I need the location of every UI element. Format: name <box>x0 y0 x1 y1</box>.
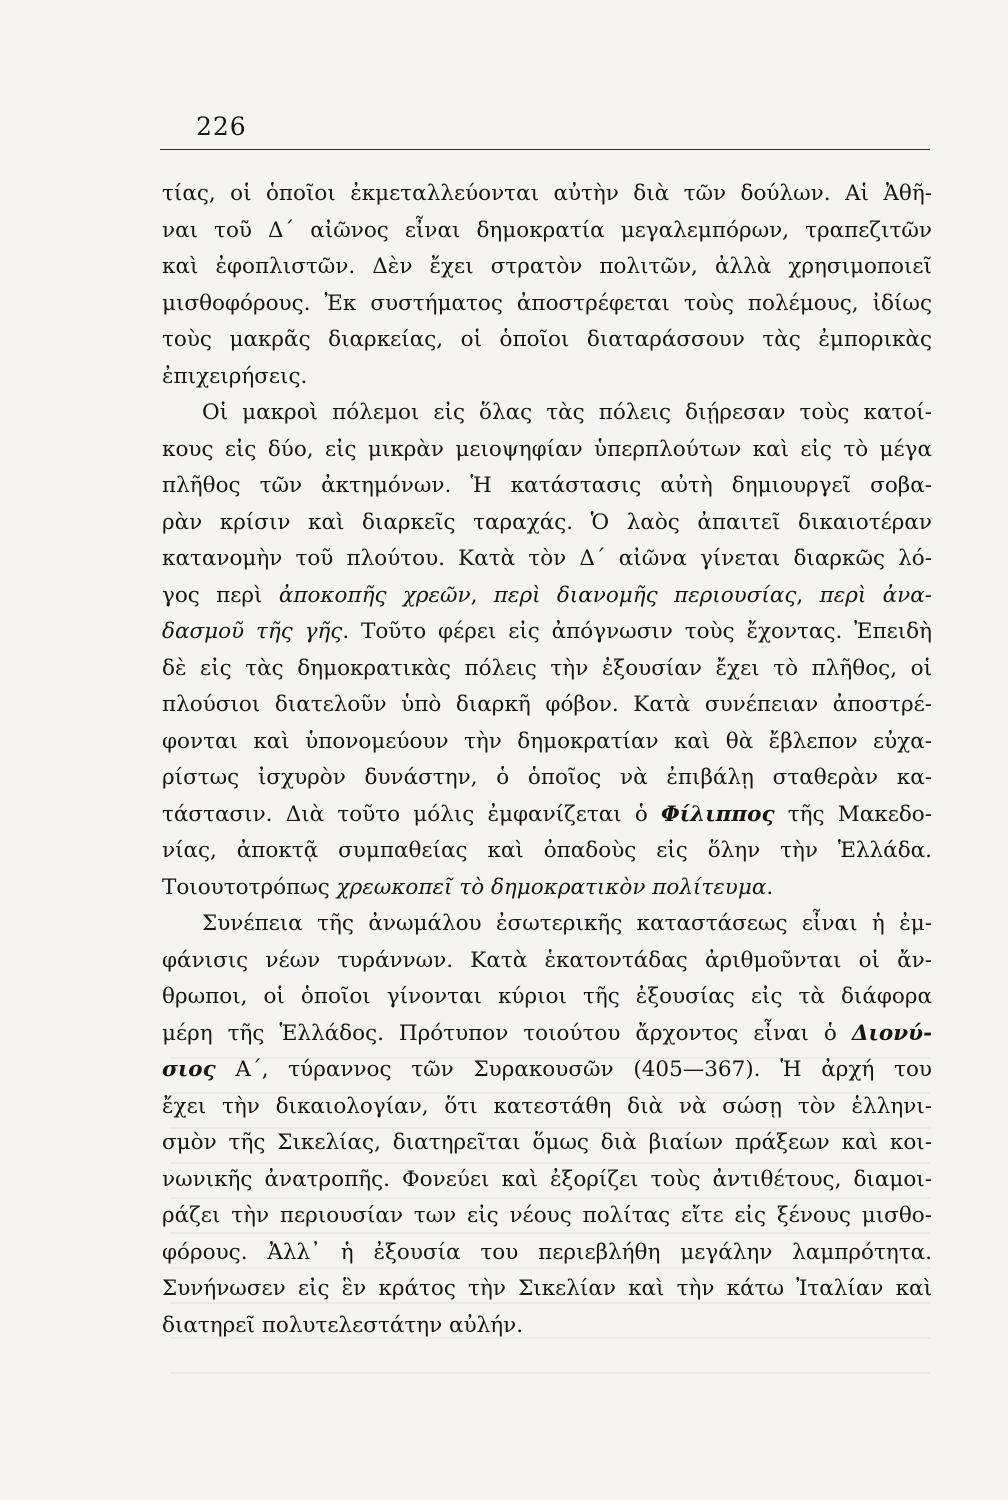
text-line <box>162 614 932 651</box>
text-line: σμὸν τῆς Σικελίας, διατηρεῖται ὅμως διὰ βιαίων πράξεων καὶ κοι- <box>162 1130 932 1155</box>
text-line: μισθοφόρους. Ἐκ συστήματος ἀποστρέφεται τοὺς πολέμους, ἰδίως <box>162 290 932 316</box>
text-line: θρωποι, οἱ ὁποῖοι γίνονται κύριοι τῆς ἐξουσίας εἰς τὰ διάφορα <box>162 984 932 1009</box>
bold-name: σιος <box>162 1057 216 1082</box>
text-line: ἐπιχειρήσεις. <box>162 363 308 389</box>
text-line <box>162 1052 932 1089</box>
text-line: κατανομὴν τοῦ πλούτου. Κατὰ τὸν Δ´ αἰῶνα γίνεται διαρκῶς λό- <box>162 546 932 571</box>
italic-phrase: χρεωκοπεῖ τὸ δημοκρατικὸν πολίτευμα <box>336 874 767 900</box>
italic-phrase: περὶ διανομῆς περιουσίας <box>493 582 797 608</box>
text-run: . <box>766 874 774 900</box>
italic-phrase: περὶ ἀνα- <box>819 582 932 608</box>
text-line: ναι τοῦ Δ´ αἰῶνος εἶναι δημοκρατία μεγαλεμπόρων, τραπεζιτῶν <box>162 217 932 243</box>
text-run: Τοιουτοτρόπως <box>162 874 337 900</box>
text-line: νωνικῆς ἀνατροπῆς. Φονεύει καὶ ἐξορίζει τοὺς ἀντιθέτους, διαμοι- <box>162 1166 932 1192</box>
text-run: γος περὶ <box>162 582 279 608</box>
text-line: πλῆθος τῶν ἀκτημόνων. Ἡ κατάστασις αὐτὴ δημιουργεῖ σοβα- <box>162 473 932 498</box>
text-line: Συνήνωσεν εἰς ἓν κράτος τὴν Σικελίαν καὶ τὴν κάτω Ἰταλίαν καὶ <box>162 1276 932 1301</box>
text-line: καὶ ἐφοπλιστῶν. Δὲν ἔχει στρατὸν πολιτῶν, ἀλλὰ χρησιμοποιεῖ <box>162 254 932 279</box>
text-run: . Τοῦτο φέρει εἰς ἀπόγνωσιν τοὺς ἔχοντας. Ἐπειδὴ <box>342 619 933 644</box>
text-line: ἔχει τὴν δικαιολογίαν, ὅτι κατεστάθη διὰ νὰ σώσῃ τὸν ἑλληνι- <box>162 1093 932 1119</box>
text-line <box>162 797 932 834</box>
header-rule <box>160 149 930 150</box>
text-run: τάστασιν. Διὰ τοῦτο μόλις ἐμφανίζεται ὁ <box>162 801 662 827</box>
text-line <box>162 578 932 615</box>
text-line: Συνέπεια τῆς ἀνωμάλου ἐσωτερικῆς καταστάσεως εἶναι ἡ ἐμ- <box>202 911 932 936</box>
bold-name: Διονύ- <box>851 1020 932 1046</box>
text-line: διατηρεῖ πολυτελεστάτην αὐλήν. <box>162 1312 524 1338</box>
text-line: πλούσιοι διατελοῦν ὑπὸ διαρκῆ φόβον. Κατὰ συνέπειαν ἀποστρέ- <box>162 692 932 717</box>
text-run: μέρη τῆς Ἑλλάδος. Πρότυπον τοιούτου ἄρχοντος εἶναι ὁ <box>162 1020 852 1046</box>
text-line: τοὺς μακρᾶς διαρκείας, οἱ ὁποῖοι διαταράσσουν τὰς ἐμπορικὰς <box>162 327 932 352</box>
text-line: τίας, οἱ ὁποῖοι ἐκμεταλλεύονται αὐτὴν διὰ τῶν δούλων. Αἱ Ἀθῆ- <box>162 181 932 206</box>
text-line: φόρους. Ἀλλ᾽ ἡ ἐξουσία του περιεβλήθη μεγάλην λαμπρότητα. <box>162 1239 932 1265</box>
text-line: κους εἰς δύο, εἰς μικρὰν μειοψηφίαν ὑπερπλούτων καὶ εἰς τὸ μέγα <box>162 436 932 462</box>
text-line: ρὰν κρίσιν καὶ διαρκεῖς ταραχάς. Ὁ λαὸς ἀπαιτεῖ δικαιοτέραν <box>162 509 932 535</box>
page-number: 226 <box>196 112 247 141</box>
paragraph <box>162 906 932 1344</box>
text-line: ράζει τὴν περιουσίαν των εἰς νέους πολίτας εἴτε εἰς ξένους μισθο- <box>162 1203 932 1228</box>
bold-name: Φίλιππος <box>661 801 775 827</box>
text-run: Α´, τύραννος τῶν Συρακουσῶν (405—367). Ἡ ἀρχή του <box>215 1057 932 1082</box>
text-run: τῆς Μακεδο- <box>774 801 932 827</box>
text-run: , <box>470 582 494 608</box>
text-line: νίας, ἀποκτᾷ συμπαθείας καὶ ὀπαδοὺς εἰς ὅλην τὴν Ἑλλάδα. <box>162 838 932 863</box>
text-line: φάνισις νέων τυράννων. Κατὰ ἑκατοντάδας ἀριθμοῦνται οἱ ἄν- <box>162 947 932 973</box>
text-line <box>162 1016 932 1053</box>
body-text <box>162 176 932 1344</box>
text-line <box>162 870 932 907</box>
text-run: , <box>796 582 820 608</box>
paragraph <box>162 176 932 395</box>
text-line: ρίστως ἰσχυρὸν δυνάστην, ὁ ὁποῖος νὰ ἐπιβάλῃ σταθερὰν κα- <box>162 765 932 790</box>
text-line: Οἱ μακροὶ πόλεμοι εἰς ὅλας τὰς πόλεις διῄρεσαν τοὺς κατοί- <box>202 400 932 425</box>
paragraph <box>162 395 932 906</box>
text-line: δὲ εἰς τὰς δημοκρατικὰς πόλεις τὴν ἐξουσίαν ἔχει τὸ πλῆθος, οἱ <box>162 655 932 681</box>
italic-phrase: δασμοῦ τῆς γῆς <box>162 619 343 644</box>
italic-phrase: ἀποκοπῆς χρεῶν <box>278 582 471 608</box>
text-line: φονται καὶ ὑπονομεύουν τὴν δημοκρατίαν καὶ θὰ ἔβλεπον εὐχα- <box>162 728 932 754</box>
